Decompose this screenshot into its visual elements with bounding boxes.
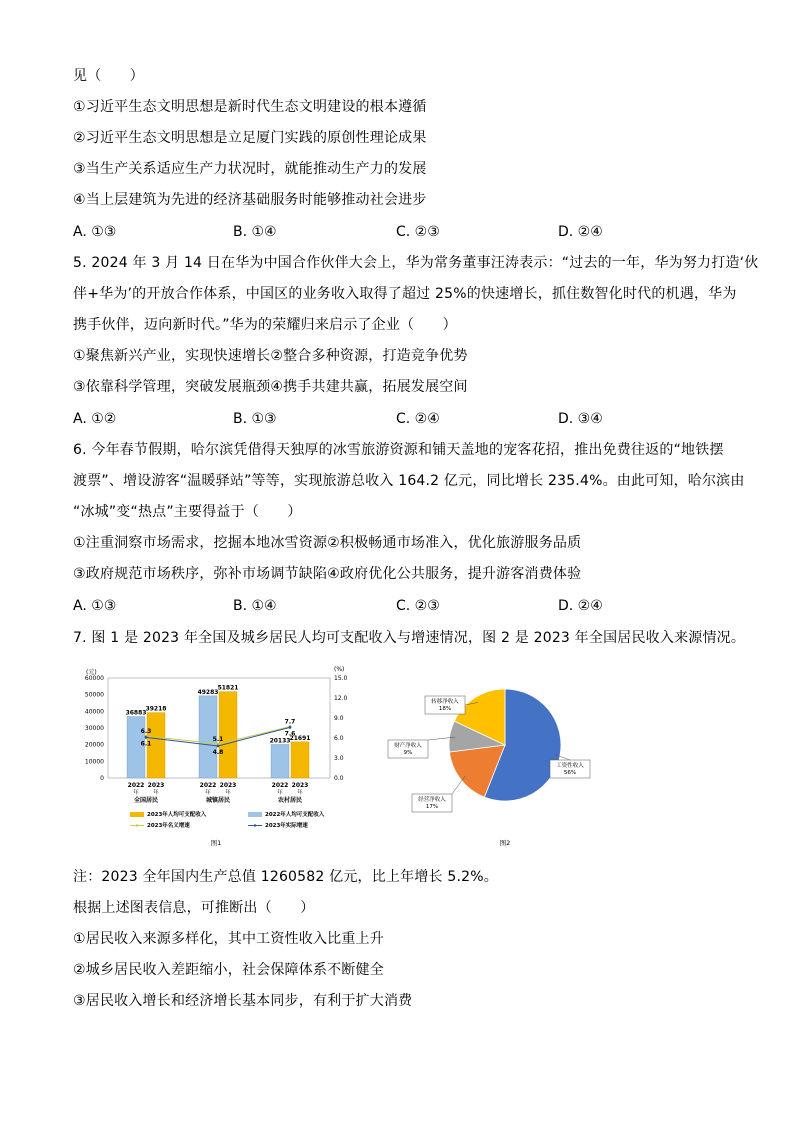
fig1-legend-label: 2023年人均可支配收入 <box>147 812 207 818</box>
q7-stem: 7. 图 1 是 2023 年全国及城乡居民人均可支配收入与增速情况，图 2 是 2023 年全国居民收入来源情况。 <box>73 630 746 646</box>
fig1-x-unit-label: 年 <box>205 790 211 796</box>
fig2-callout-value: 9% <box>403 750 413 756</box>
figure-2-income-source-pie <box>380 660 610 850</box>
fig2-callout-value: 18% <box>438 706 452 712</box>
q5-item-2: ③依靠科学管理，突破发展瓶颈④携手共建共赢，拓展发展空间 <box>73 379 468 395</box>
fig1-right-tick-label: 0.0 <box>334 775 344 782</box>
fig1-bar-2022 <box>271 744 289 778</box>
q4-tail: 见（ ） <box>73 68 144 84</box>
fig1-left-tick-label: 0 <box>100 775 104 782</box>
fig1-right-axis-unit: (%) <box>334 666 345 673</box>
q4-option-a[interactable]: A. ①③ <box>73 224 117 240</box>
fig1-right-tick-label: 3.0 <box>334 755 344 762</box>
fig1-real-growth-point <box>217 745 220 748</box>
fig1-legend-swatch <box>130 812 144 817</box>
fig1-x-group-label: 全国居民 <box>133 797 159 804</box>
q4-option-d[interactable]: D. ②④ <box>558 224 603 240</box>
fig1-real-growth-label: 4.8 <box>212 749 224 756</box>
q4-option-b[interactable]: B. ①④ <box>233 224 277 240</box>
fig1-nominal-growth-label: 7.7 <box>284 718 296 726</box>
fig1-bar-2023 <box>219 692 237 778</box>
fig1-x-group-label: 农村居民 <box>277 797 303 804</box>
fig1-x-year-label: 2023 <box>147 782 165 789</box>
fig1-caption: 图1 <box>210 839 222 847</box>
fig1-right-tick-label: 6.0 <box>334 735 344 742</box>
fig1-nominal-growth-label: 5.1 <box>212 736 224 743</box>
q6-item-1: ①注重洞察市场需求，挖掘本地冰雪资源②积极畅通市场准入，优化旅游服务品质 <box>73 535 582 551</box>
q6-stem-line-2: 渡票”、增设游客“温暖驿站”等等，实现旅游总收入 164.2 亿元，同比增长 235.4%。由此可知，哈尔滨由 <box>73 473 745 489</box>
fig1-bar-2023 <box>291 742 309 778</box>
fig1-left-tick-label: 50000 <box>84 691 104 699</box>
q5-item-1: ①聚焦新兴产业，实现快速增长②整合多种资源，打造竞争优势 <box>73 348 468 364</box>
fig2-callout-name: 工资性收入 <box>556 763 584 769</box>
q6-item-2: ③政府规范市场秩序，弥补市场调节缺陷④政府优化公共服务，提升游客消费体验 <box>73 566 582 582</box>
q6-option-b[interactable]: B. ①④ <box>233 598 277 614</box>
fig1-legend-swatch-dot <box>136 824 138 826</box>
fig1-bar-2023-label: 21691 <box>289 734 311 742</box>
q5-stem-line-3: 携手伙伴，迈向新时代。”华为的荣耀归来启示了企业（ ） <box>73 317 457 333</box>
fig1-legend-label: 2023年名义增速 <box>147 823 190 829</box>
fig1-legend-label: 2023年实际增速 <box>265 823 308 829</box>
fig1-left-tick-label: 20000 <box>84 741 104 749</box>
fig1-left-tick-label: 40000 <box>84 708 104 716</box>
fig1-legend-label: 2022年人均可支配收入 <box>265 812 325 818</box>
q4-item-3: ③当生产关系适应生产力状况时，就能推动生产力的发展 <box>73 161 427 177</box>
q6-stem-line-3: “冰城”变“热点”主要得益于（ ） <box>73 504 302 520</box>
fig1-x-unit-label: 年 <box>225 790 231 796</box>
figure-1-income-chart <box>68 660 368 850</box>
fig1-real-growth-label: 7.6 <box>284 730 296 738</box>
fig1-left-tick-label: 60000 <box>84 675 104 682</box>
fig1-bar-2023-label: 39218 <box>145 705 167 713</box>
q5-stem-line-1: 5. 2024 年 3 月 14 日在华为中国合作伙伴大会上，华为常务董事汪涛表示：“过去的一年，华为努力打造‘伙 <box>73 255 759 271</box>
fig1-left-tick-label: 30000 <box>84 725 104 732</box>
fig1-x-year-label: 2023 <box>219 782 237 789</box>
fig1-legend-swatch-dot <box>254 824 256 826</box>
fig1-real-growth-point <box>289 726 292 729</box>
q5-option-c[interactable]: C. ②④ <box>396 411 440 427</box>
fig1-real-growth-label: 6.1 <box>140 740 152 748</box>
fig2-callout-leader <box>452 776 465 794</box>
fig1-x-unit-label: 年 <box>277 790 283 796</box>
fig1-bar-2022-label: 36883 <box>125 709 147 717</box>
q7-item-1: ①居民收入来源多样化，其中工资性收入比重上升 <box>73 931 384 947</box>
q7-item-3: ③居民收入增长和经济增长基本同步，有利于扩大消费 <box>73 993 413 1009</box>
fig1-x-year-label: 2023 <box>291 782 309 789</box>
q4-item-1: ①习近平生态文明思想是新时代生态文明建设的根本遵循 <box>73 99 427 115</box>
fig1-bar-2023-label: 51821 <box>217 684 239 692</box>
fig1-x-unit-label: 年 <box>133 790 139 796</box>
q5-option-d[interactable]: D. ③④ <box>558 411 603 427</box>
q4-item-4: ④当上层建筑为先进的经济基础服务时能够推动社会进步 <box>73 192 427 208</box>
fig1-x-year-label: 2022 <box>127 782 145 789</box>
q4-item-2: ②习近平生态文明思想是立足厦门实践的原创性理论成果 <box>73 130 427 146</box>
fig2-caption: 图2 <box>499 839 511 847</box>
q7-item-2: ②城乡居民收入差距缩小，社会保障体系不断健全 <box>73 962 384 978</box>
q7-ask: 根据上述图表信息，可推断出（ ） <box>73 900 315 916</box>
fig2-callout-value: 17% <box>425 804 439 810</box>
fig2-callout-name: 经营净收入 <box>418 797 446 803</box>
fig1-left-tick-label: 10000 <box>84 758 104 766</box>
fig1-nominal-growth-label: 6.3 <box>140 728 152 735</box>
q5-stem-line-2: 伴+华为’的开放合作体系，中国区的业务收入取得了超过 25%的快速增长，抓住数智化时代的机遇，华为 <box>73 286 737 302</box>
fig1-right-tick-label: 9.0 <box>334 715 344 722</box>
fig1-x-group-label: 城镇居民 <box>205 797 231 804</box>
fig1-right-tick-label: 12.0 <box>334 695 348 702</box>
fig2-callout-name: 转移净收入 <box>431 699 459 705</box>
fig1-bar-2022-label: 49283 <box>197 688 219 696</box>
q6-option-d[interactable]: D. ②④ <box>558 598 603 614</box>
q7-note: 注：2023 全年国内生产总值 1260582 亿元，比上年增长 5.2%。 <box>73 869 498 885</box>
fig1-left-axis-unit: (元) <box>86 669 97 676</box>
fig1-legend-swatch <box>248 812 262 817</box>
fig2-callout-name: 财产净收入 <box>394 743 422 749</box>
fig1-x-year-label: 2022 <box>199 782 217 789</box>
q6-option-a[interactable]: A. ①③ <box>73 598 117 614</box>
fig1-x-year-label: 2022 <box>271 782 289 789</box>
fig1-bar-2022-label: 20133 <box>269 737 291 745</box>
fig1-real-growth-point <box>145 736 148 739</box>
q6-stem-line-1: 6. 今年春节假期，哈尔滨凭借得天独厚的冰雪旅游资源和铺天盖地的宠客花招，推出免费往返的“地铁摆 <box>73 442 724 458</box>
fig2-callout-value: 56% <box>563 770 577 776</box>
fig1-right-tick-label: 15.0 <box>334 675 348 682</box>
fig1-x-unit-label: 年 <box>153 790 159 796</box>
q6-option-c[interactable]: C. ②③ <box>396 598 440 614</box>
fig1-x-unit-label: 年 <box>297 790 303 796</box>
q4-option-c[interactable]: C. ②③ <box>396 224 440 240</box>
q5-option-b[interactable]: B. ①③ <box>233 411 277 427</box>
q5-option-a[interactable]: A. ①② <box>73 411 117 427</box>
